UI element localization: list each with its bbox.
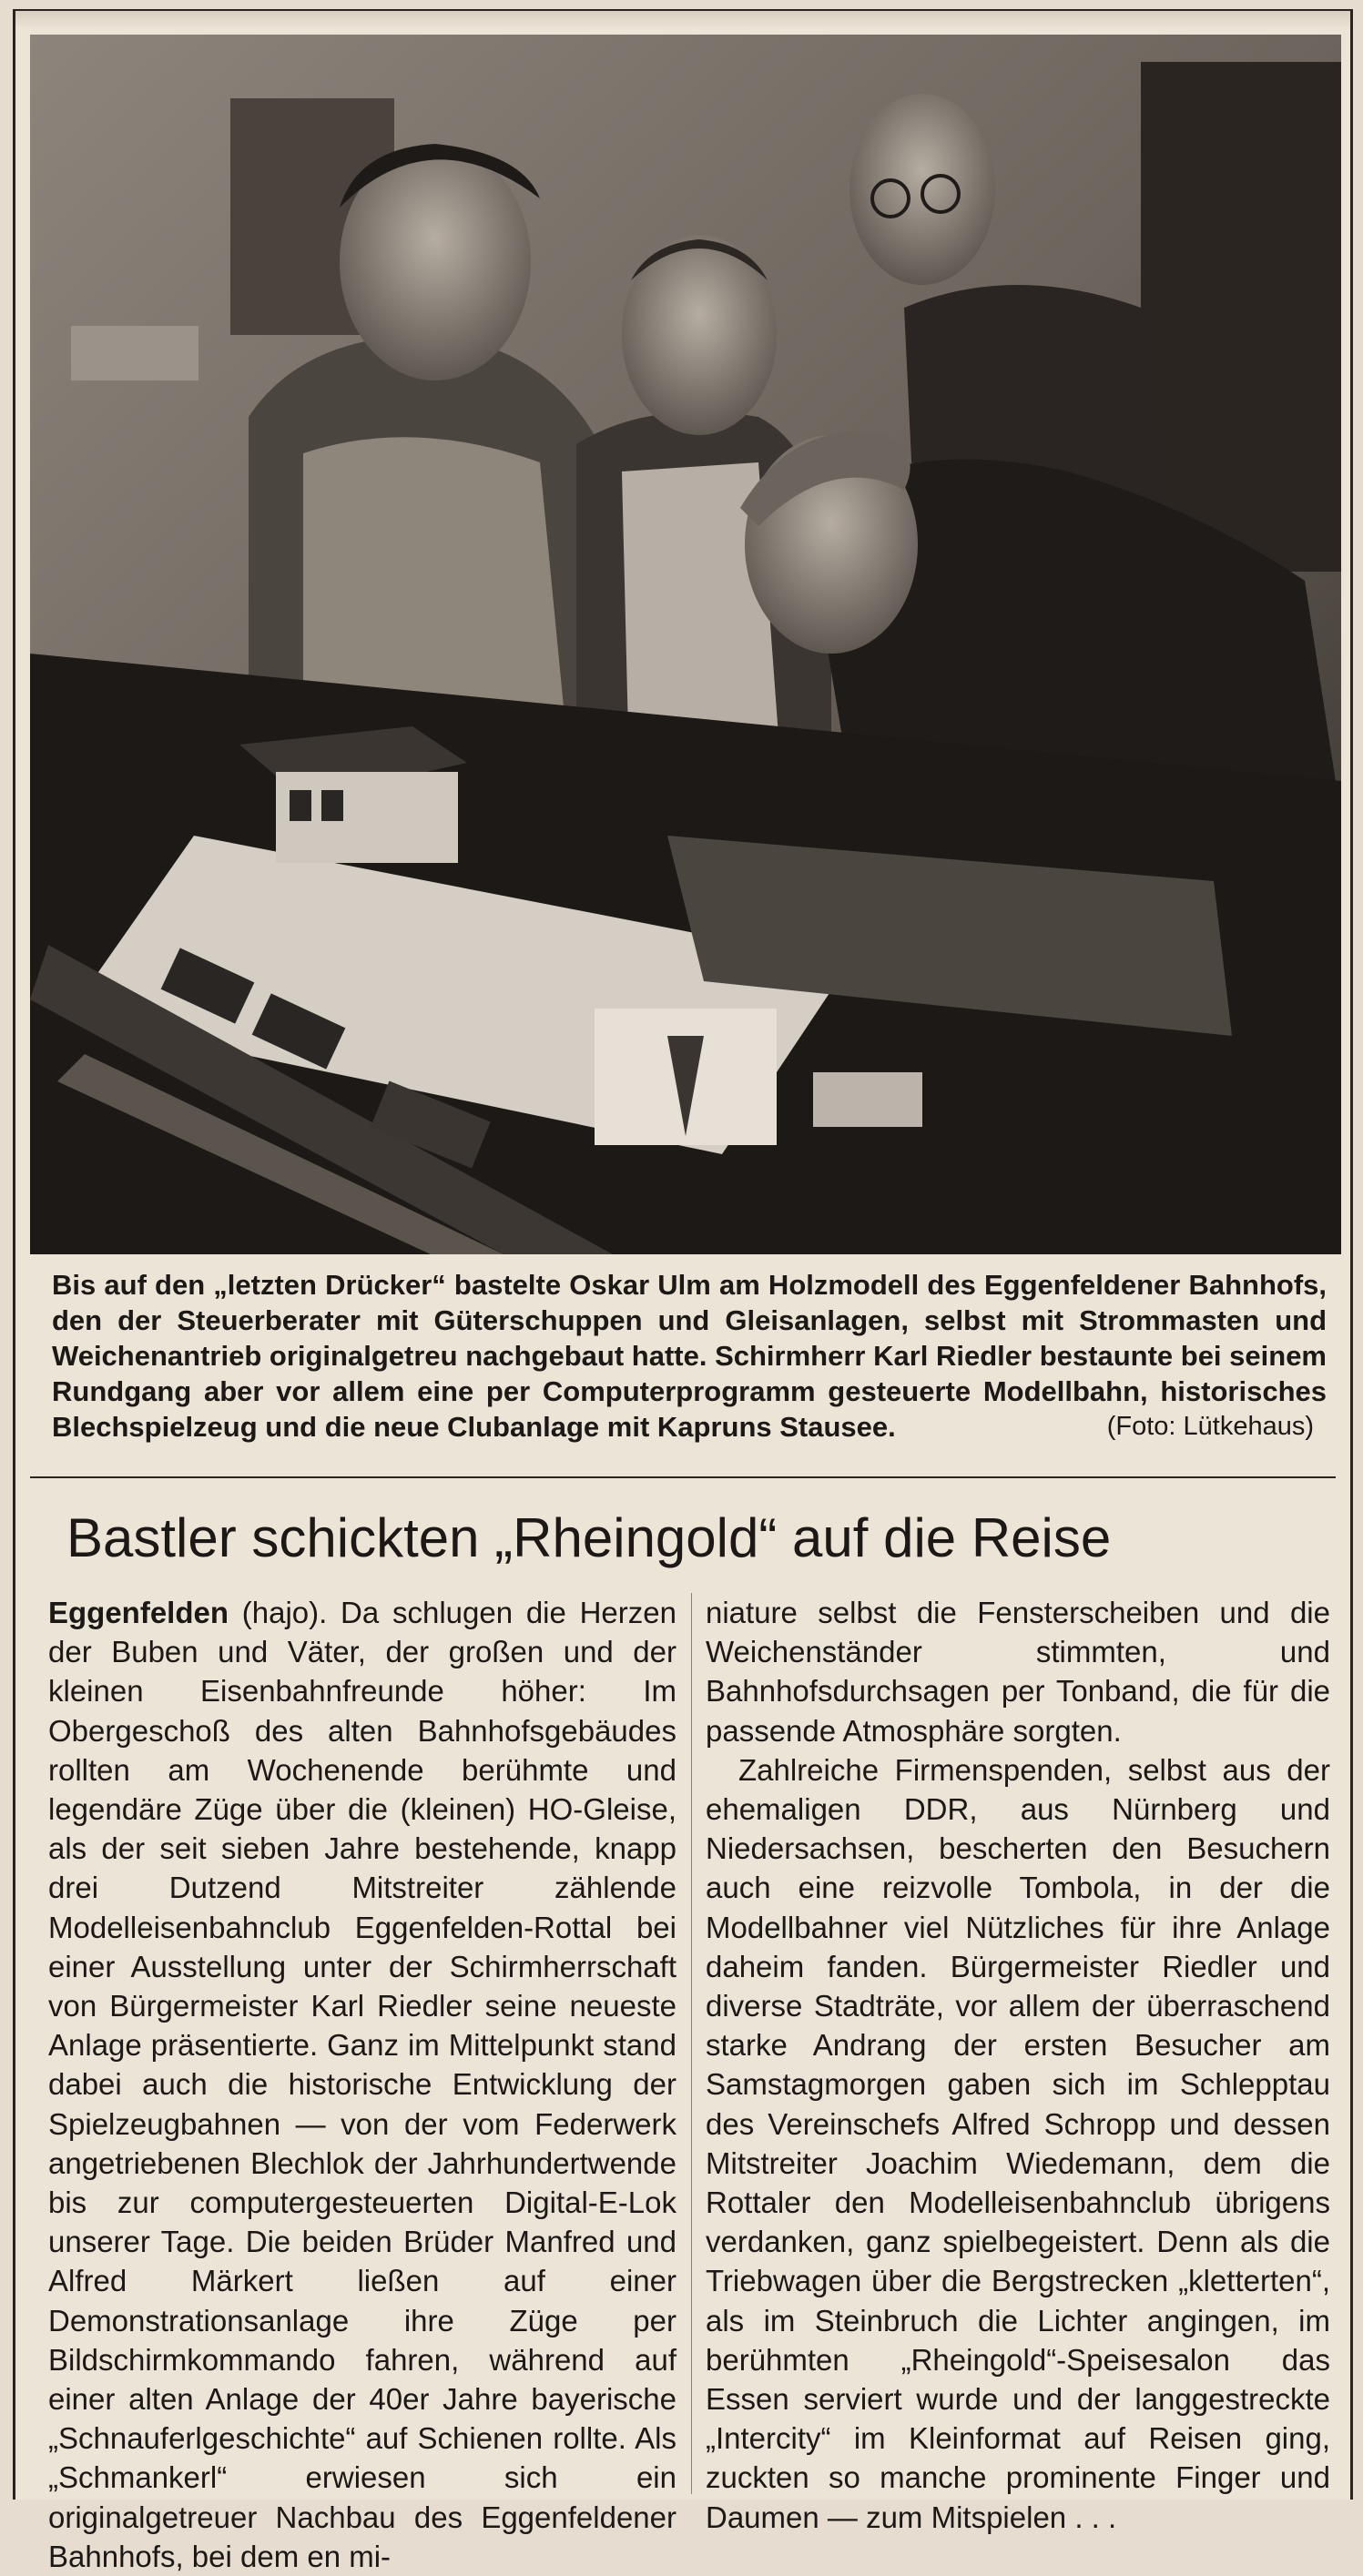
photo-caption: Bis auf den „letzten Drücker“ bastelte Oskar Ulm am Holzmodell des Eggenfeldener Bahnhofs, den der Steuerberater mit Güterschuppen und Gleisanlagen, selbst mit Strommasten und Weichenantrieb originalgetreu nachgebaut hatte. Schirmherr Karl Riedler bestaunte bei seinem Rundgang aber vor allem eine per Computerprogramm gesteuerte Modellbahn, historisches Blechspielzeug und die neue Clubanlage mit Kapruns Stausee.	[52, 1269, 1327, 1443]
article-photo	[30, 35, 1341, 1254]
article-column-2	[706, 1593, 1330, 2537]
photo-men-model-railway	[30, 35, 1341, 1254]
article-paragraph-3: Zahlreiche Firmenspenden, selbst aus der ehemaligen DDR, aus Nürnberg und Niedersachsen, bescherten den Besuchern auch eine reizvolle Tombola, in der die Modellbahner viel Nützliches für ihre Anlage daheim fanden. Bürgermeister Riedler und diverse Stadträte, vor allem der überraschend starke Andrang der ersten Besucher am Samstagmorgen gaben sich im Schlepptau des Vereinschefs Alfred Schropp und dessen Mitstreiter Joachim Wiedemann, dem die Rottaler den Modelleisenbahnclub übrigens verdanken, ganz spielbegeistert. Denn als die Triebwagen über die Bergstrecken „kletterten“, als im Steinbruch die Lichter angingen, im berühmten „Rheingold“-Speisesalon das Essen serviert wurde und der langgestreckte „Intercity“ im Kleinformat auf Reisen ging, zuckten so manche prominente Finger und Daumen — zum Mitspielen . . .	[706, 1752, 1330, 2534]
dateline: Eggenfelden	[48, 1596, 229, 1629]
clipping-top-edge	[15, 11, 1350, 29]
photo-credit: (Foto: Lütkehaus)	[1106, 1412, 1314, 1441]
article-column-1	[48, 1593, 676, 2576]
article-paragraph-2: niature selbst die Fensterscheiben und die Weichenständer stimmten, und Bahnhofsdurchsagen per Tonband, die für die passende Atmosphäre sorgten.	[706, 1596, 1330, 1748]
column-divider	[691, 1593, 692, 2494]
article-col1-text: (hajo). Da schlugen die Herzen der Buben und Väter, der großen und der kleinen Eisenbahnfreunde höher: Im Obergeschoß des alten Bahnhofsgebäudes rollten am Wochenende berühmte und legendäre Züge über die (kleinen) HO-Gleise, als der seit sieben Jahre bestehende, knapp drei Dutzend Mitstreiter zählende Modelleisenbahnclub Eggenfelden-Rottal bei einer Ausstellung unter der Schirmherrschaft von Bürgermeister Karl Riedler seine neueste Anlage präsentierte. Ganz im Mittelpunkt stand dabei auch die historische Entwicklung der Spielzeugbahnen — von der vom Federwerk angetriebenen Blechlok der Jahrhundertwende bis zur computergesteuerten Digital-E-Lok unserer Tage. Die beiden Brüder Manfred und Alfred Märkert ließen auf einer Demonstrationsanlage ihre Züge per Bildschirmkommando fahren, während auf einer alten Anlage der 40er Jahre bayerische „Schnauferlgeschichte“ auf Schienen rollte. Als „Schmankerl“ erwiesen sich ein originalgetreuer Nachbau des Eggenfeldener Bahnhofs, bei dem en mi-	[48, 1596, 676, 2573]
caption-divider	[30, 1476, 1336, 1478]
newspaper-clipping	[13, 9, 1353, 2573]
article-headline: Bastler schickten „Rheingold“ auf die Reise	[66, 1507, 1112, 1568]
article-paragraph-1	[48, 1593, 676, 2576]
